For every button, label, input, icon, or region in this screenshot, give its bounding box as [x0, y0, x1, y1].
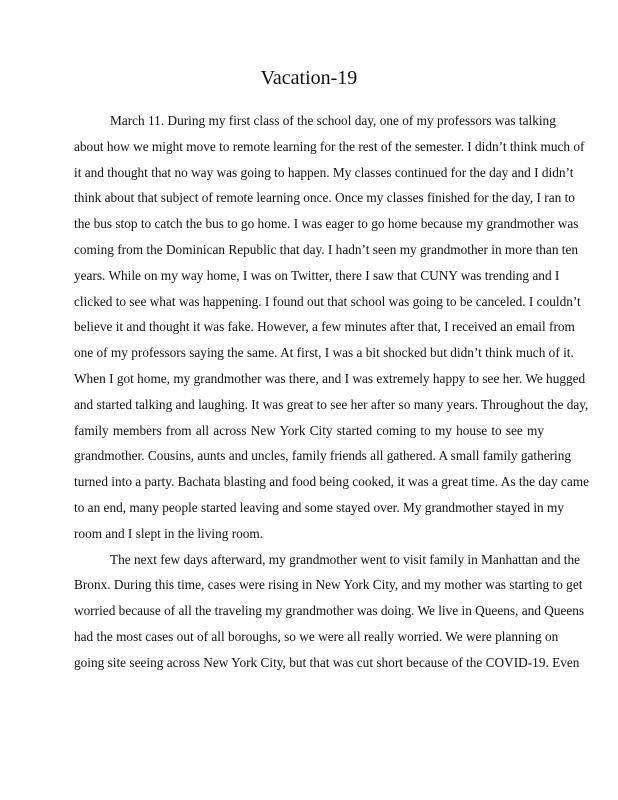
paragraph: [74, 547, 585, 676]
text-line: to an end, many people started leaving and some stayed over. My grandmother stayed in my: [74, 499, 565, 515]
text-line: about how we might move to remote learning for the rest of the semester. I didn’t think much of: [74, 138, 585, 154]
text-line: Bronx. During this time, cases were rising in New York City, and my mother was starting to get: [74, 577, 583, 593]
text-line: think about that subject of remote learning once. Once my classes finished for the day, I ran to: [74, 190, 575, 206]
paragraph: [74, 108, 589, 547]
document-title: Vacation-19: [260, 67, 358, 89]
text-line: grandmother. Cousins, aunts and uncles, family friends all gathered. A small family gathering: [74, 448, 572, 464]
document-body: [74, 108, 589, 676]
text-line: believe it and thought it was fake. However, a few minutes after that, I received an email from: [74, 319, 575, 335]
text-line: room and I slept in the living room.: [74, 525, 264, 541]
text-line: coming from the Dominican Republic that day. I hadn’t seen my grandmother in more than ten: [74, 241, 579, 257]
text-line: When I got home, my grandmother was there, and I was extremely happy to see her. We hugged: [74, 370, 586, 386]
text-line: going site seeing across New York City, but that was cut short because of the COVID-19. Even: [74, 654, 580, 670]
text-line: turned into a party. Bachata blasting and food being cooked, it was a great time. As the day came: [74, 474, 589, 490]
text-line: The next few days afterward, my grandmother went to visit family in Manhattan and the: [110, 551, 581, 567]
text-line: one of my professors saying the same. At first, I was a bit shocked but didn’t think much of it.: [74, 345, 574, 361]
text-line: it and thought that no way was going to happen. My classes continued for the day and I didn’t: [74, 164, 574, 180]
text-line: worried because of all the traveling my grandmother was doing. We live in Queens, and Queens: [74, 603, 585, 619]
text-line: and started talking and laughing. It was great to see her after so many years. Throughout the day,: [74, 396, 589, 412]
text-line: March 11. During my first class of the school day, one of my professors was talking: [110, 113, 556, 128]
text-line: the bus stop to catch the bus to go home. I was eager to go home because my grandmother was: [74, 216, 579, 232]
text-line: had the most cases out of all boroughs, so we were all really worried. We were planning on: [74, 628, 559, 644]
text-line: years. While on my way home, I was on Twitter, there I saw that CUNY was trending and I: [74, 267, 560, 283]
text-line: clicked to see what was happening. I found out that school was going to be canceled. I couldn’t: [74, 293, 581, 309]
text-line: family members from all across New York City started coming to my house to see my: [74, 422, 544, 438]
